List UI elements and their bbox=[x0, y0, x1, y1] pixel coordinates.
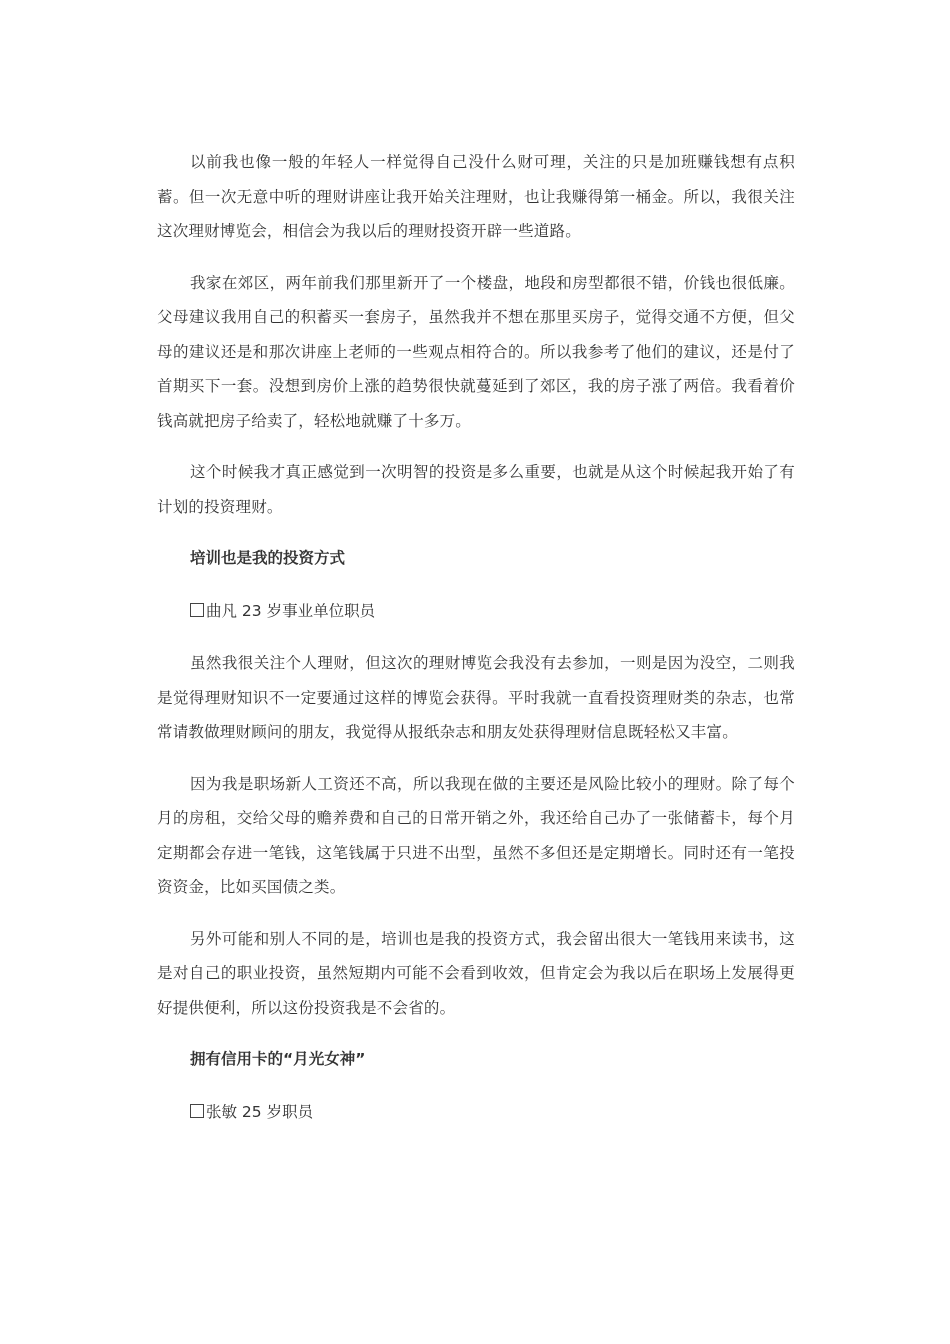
box-icon bbox=[190, 1104, 204, 1118]
section-heading-credit-card: 拥有信用卡的“月光女神” bbox=[190, 1050, 366, 1068]
paragraph-house-story: 我家在郊区，两年前我们那里新开了一个楼盘，地段和房型都很不错，价钱也很低廉。父母建议我用自己的积蓄买一套房子，虽然我并不想在那里买房子，觉得交通不方便，但父母的建议还是和那次讲座上老师的一些观点相符合的。所以我参考了他们的建议，还是付了首期买下一套。没想到房价上涨的趋势很快就蔓延到了郊区，我的房子涨了两倍。我看着价钱高就把房子给卖了，轻松地就赚了十多万。 bbox=[157, 273, 795, 430]
paragraph-training-3: 另外可能和别人不同的是，培训也是我的投资方式，我会留出很大一笔钱用来读书，这是对自己的职业投资，虽然短期内可能不会看到收效，但肯定会为我以后在职场上发展得更好提供便利，所以这份投资我是不会省的。 bbox=[157, 929, 795, 1017]
paragraph-intro: 以前我也像一般的年轻人一样觉得自己没什么财可理，关注的只是加班赚钱想有点积蓄。但一次无意中听的理财讲座让我开始关注理财，也让我赚得第一桶金。所以，我很关注这次理财博览会，相信会为我以后的理财投资开辟一些道路。 bbox=[157, 153, 795, 240]
section-heading-training: 培训也是我的投资方式 bbox=[190, 549, 346, 567]
byline-zhangmin bbox=[157, 1095, 795, 1130]
byline-qufan bbox=[157, 594, 795, 629]
article-body bbox=[157, 145, 795, 1147]
byline-text: 曲凡 23 岁事业单位职员 bbox=[206, 601, 376, 620]
paragraph-training-1: 虽然我很关注个人理财，但这次的理财博览会我没有去参加，一则是因为没空，二则我是觉得理财知识不一定要通过这样的博览会获得。平时我就一直看投资理财类的杂志，也常常请教做理财顾问的朋友，我觉得从报纸杂志和朋友处获得理财信息既轻松又丰富。 bbox=[157, 654, 795, 741]
paragraph-realization: 这个时候我才真正感觉到一次明智的投资是多么重要，也就是从这个时候起我开始了有计划的投资理财。 bbox=[157, 463, 795, 516]
box-icon bbox=[190, 603, 204, 617]
byline-text: 张敏 25 岁职员 bbox=[206, 1102, 314, 1121]
paragraph-training-2: 因为我是职场新人工资还不高，所以我现在做的主要还是风险比较小的理财。除了每个月的房租，交给父母的赡养费和自己的日常开销之外，我还给自己办了一张储蓄卡，每个月定期都会存进一笔钱，这笔钱属于只进不出型，虽然不多但还是定期增长。同时还有一笔投资资金，比如买国债之类。 bbox=[157, 774, 795, 896]
